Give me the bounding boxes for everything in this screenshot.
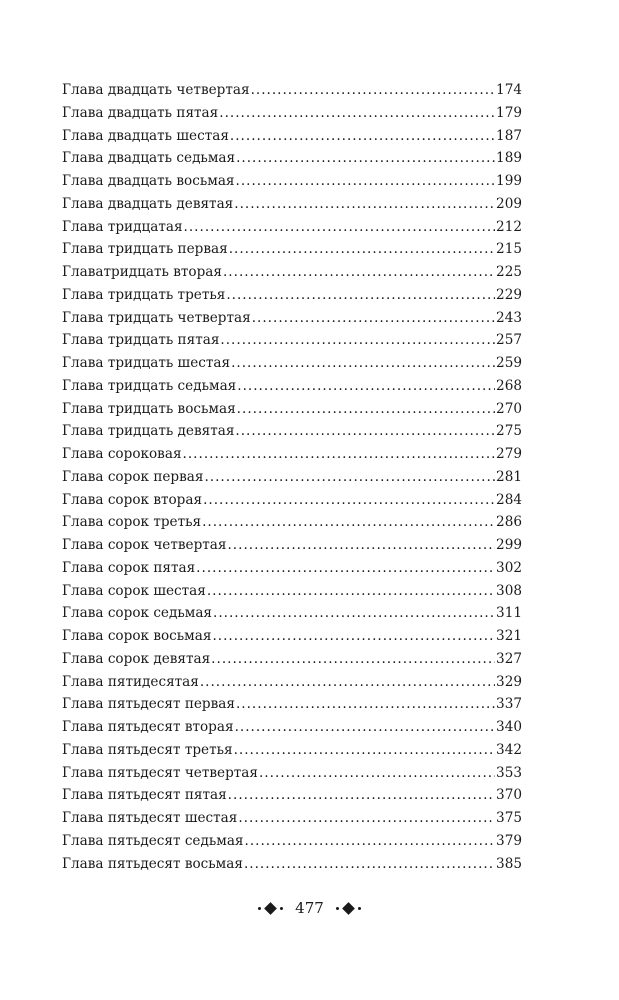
toc-dot-leader <box>234 193 495 216</box>
toc-entry-page: 340 <box>496 719 522 735</box>
toc-entry <box>62 830 522 853</box>
toc-dot-leader <box>238 807 495 830</box>
toc-entry-title: Глава сорок первая <box>62 468 204 485</box>
toc-entry-page: 329 <box>496 673 522 690</box>
ornament-dot-icon <box>358 907 361 910</box>
toc-entry <box>62 671 522 694</box>
toc-dot-leader <box>211 648 495 671</box>
toc-entry-title: Глава сорок четвертая <box>62 537 227 553</box>
toc-entry-page: 279 <box>496 446 522 462</box>
toc-entry-title: Глава сорок восьмая <box>62 628 212 644</box>
toc-entry-title: Глава тридцать четвертая <box>62 309 251 326</box>
toc-dot-leader <box>226 284 495 307</box>
toc-entry-page: 243 <box>496 309 522 326</box>
toc-entry <box>62 238 522 261</box>
ornament-dot-icon <box>280 907 283 910</box>
toc-dot-leader <box>207 580 495 603</box>
toc-entry-page: 284 <box>496 491 522 508</box>
toc-entry-title: Глава пятьдесят пятая <box>62 787 227 804</box>
left-ornament <box>258 904 283 913</box>
toc-entry-title: Главатридцать вторая <box>62 264 222 280</box>
toc-entry-title: Глава пятьдесят вторая <box>62 719 234 735</box>
toc-entry-page: 299 <box>496 537 522 553</box>
toc-dot-leader <box>237 375 495 398</box>
toc-entry-page: 353 <box>496 764 522 781</box>
toc-entry-title: Глава двадцать шестая <box>62 127 229 144</box>
toc-entry <box>62 147 522 170</box>
toc-dot-leader <box>223 261 495 284</box>
toc-entry <box>62 420 522 443</box>
toc-dot-leader <box>235 420 495 443</box>
toc-entry-page: 375 <box>496 810 522 826</box>
toc-entry <box>62 511 522 534</box>
toc-entry-title: Глава двадцать девятая <box>62 195 234 212</box>
toc-entry-title: Глава тридцать третья <box>62 286 226 303</box>
toc-dot-leader <box>202 511 495 534</box>
toc-dot-leader <box>234 739 495 762</box>
toc-entry-title: Глава тридцать девятая <box>62 423 235 440</box>
toc-entry-page: 281 <box>496 468 522 485</box>
toc-entry-page: 302 <box>496 559 522 576</box>
ornament-diamond-icon <box>264 902 277 915</box>
toc-entry-page: 286 <box>496 514 522 531</box>
toc-entry <box>62 443 522 466</box>
toc-dot-leader <box>236 693 495 716</box>
toc-entry-page: 174 <box>496 82 522 98</box>
toc-dot-leader <box>259 762 495 785</box>
toc-entry-title: Глава тридцатая <box>62 218 183 235</box>
toc-dot-leader <box>228 784 495 807</box>
toc-entry-page: 209 <box>496 195 522 212</box>
toc-entry <box>62 79 522 102</box>
toc-entry-title: Глава тридцать шестая <box>62 355 231 371</box>
toc-dot-leader <box>230 125 495 148</box>
toc-dot-leader <box>229 238 495 261</box>
toc-dot-leader <box>235 716 495 739</box>
toc-entry <box>62 375 522 398</box>
toc-entry-title: Глава двадцать пятая <box>62 104 219 121</box>
toc-dot-leader <box>245 830 496 853</box>
toc-entry-title: Глава пятьдесят четвертая <box>62 764 258 781</box>
toc-entry <box>62 102 522 125</box>
toc-entry <box>62 693 522 716</box>
toc-entry-page: 275 <box>496 423 522 440</box>
ornament-diamond-icon <box>342 902 355 915</box>
toc-dot-leader <box>236 147 495 170</box>
toc-entry-title: Глава тридцать восьмая <box>62 400 236 417</box>
toc-entry <box>62 557 522 580</box>
toc-entry-page: 311 <box>496 605 522 622</box>
toc-dot-leader <box>212 625 495 648</box>
ornament-dot-icon <box>336 907 339 910</box>
toc-entry-page: 268 <box>496 377 522 394</box>
toc-entry-title: Глава двадцать восьмая <box>62 173 235 189</box>
toc-entry-page: 187 <box>496 127 522 144</box>
toc-entry-title: Глава сорок пятая <box>62 559 196 576</box>
toc-entry <box>62 580 522 603</box>
toc-dot-leader <box>184 216 496 239</box>
toc-entry-title: Глава пятьдесят первая <box>62 696 235 713</box>
toc-entry-page: 212 <box>496 218 522 235</box>
toc-entry <box>62 739 522 762</box>
toc-dot-leader <box>220 329 495 352</box>
toc-list <box>62 79 522 875</box>
page-number: 477 <box>295 899 324 917</box>
toc-entry-page: 385 <box>496 855 522 872</box>
toc-entry-page: 199 <box>496 173 522 189</box>
toc-dot-leader <box>251 79 495 102</box>
toc-entry <box>62 307 522 330</box>
toc-entry-title: Глава сорок третья <box>62 514 202 531</box>
table-of-contents <box>62 79 522 875</box>
toc-dot-leader <box>237 398 495 421</box>
toc-entry-page: 270 <box>496 400 522 417</box>
toc-entry-page: 327 <box>496 650 522 667</box>
toc-entry-title: Глава тридцать седьмая <box>62 377 237 394</box>
toc-entry-title: Глава тридцать пятая <box>62 332 220 349</box>
toc-entry <box>62 398 522 421</box>
toc-entry-title: Глава двадцать седьмая <box>62 150 236 167</box>
toc-dot-leader <box>219 102 495 125</box>
toc-entry <box>62 784 522 807</box>
toc-dot-leader <box>252 307 495 330</box>
toc-entry <box>62 489 522 512</box>
toc-dot-leader <box>227 534 495 557</box>
toc-entry <box>62 534 522 557</box>
toc-entry-title: Глава пятьдесят шестая <box>62 810 238 826</box>
toc-entry-page: 337 <box>496 696 522 713</box>
toc-entry-title: Глава сорок седьмая <box>62 605 213 622</box>
toc-entry-page: 189 <box>496 150 522 167</box>
toc-dot-leader <box>213 602 495 625</box>
toc-entry <box>62 352 522 375</box>
toc-dot-leader <box>244 853 495 876</box>
right-ornament <box>336 904 361 913</box>
toc-entry-page: 342 <box>496 741 522 758</box>
toc-entry-page: 370 <box>496 787 522 804</box>
toc-dot-leader <box>204 466 495 489</box>
toc-entry <box>62 853 522 876</box>
toc-entry <box>62 625 522 648</box>
toc-entry <box>62 284 522 307</box>
toc-entry-title: Глава пятьдесят седьмая <box>62 832 244 849</box>
toc-entry-page: 308 <box>496 582 522 599</box>
ornament-dot-icon <box>258 907 261 910</box>
toc-entry-page: 321 <box>496 628 522 644</box>
toc-entry-page: 259 <box>496 355 522 371</box>
toc-entry-title: Глава двадцать четвертая <box>62 82 250 98</box>
toc-entry-page: 257 <box>496 332 522 349</box>
toc-entry <box>62 602 522 625</box>
toc-entry <box>62 125 522 148</box>
toc-dot-leader <box>196 557 495 580</box>
toc-entry <box>62 466 522 489</box>
toc-entry-page: 179 <box>496 104 522 121</box>
toc-entry <box>62 193 522 216</box>
toc-entry-title: Глава тридцать первая <box>62 241 228 258</box>
toc-entry <box>62 716 522 739</box>
toc-entry <box>62 762 522 785</box>
toc-entry-title: Глава сороковая <box>62 446 182 462</box>
toc-entry <box>62 329 522 352</box>
toc-entry-title: Глава пятьдесят восьмая <box>62 855 243 872</box>
toc-entry <box>62 261 522 284</box>
toc-entry-title: Глава пятьдесят третья <box>62 741 233 758</box>
toc-entry-page: 225 <box>496 264 522 280</box>
toc-entry-page: 215 <box>496 241 522 258</box>
toc-dot-leader <box>231 352 495 375</box>
toc-entry-title: Глава сорок вторая <box>62 491 203 508</box>
toc-dot-leader <box>200 671 495 694</box>
toc-entry-page: 229 <box>496 286 522 303</box>
toc-entry <box>62 216 522 239</box>
toc-entry <box>62 170 522 193</box>
toc-entry <box>62 807 522 830</box>
toc-dot-leader <box>236 170 496 193</box>
toc-entry <box>62 648 522 671</box>
toc-dot-leader <box>183 443 496 466</box>
toc-entry-title: Глава сорок девятая <box>62 650 211 667</box>
toc-entry-title: Глава пятидесятая <box>62 673 199 690</box>
toc-dot-leader <box>203 489 495 512</box>
page-footer <box>0 899 619 917</box>
toc-entry-title: Глава сорок шестая <box>62 582 206 599</box>
toc-entry-page: 379 <box>496 832 522 849</box>
